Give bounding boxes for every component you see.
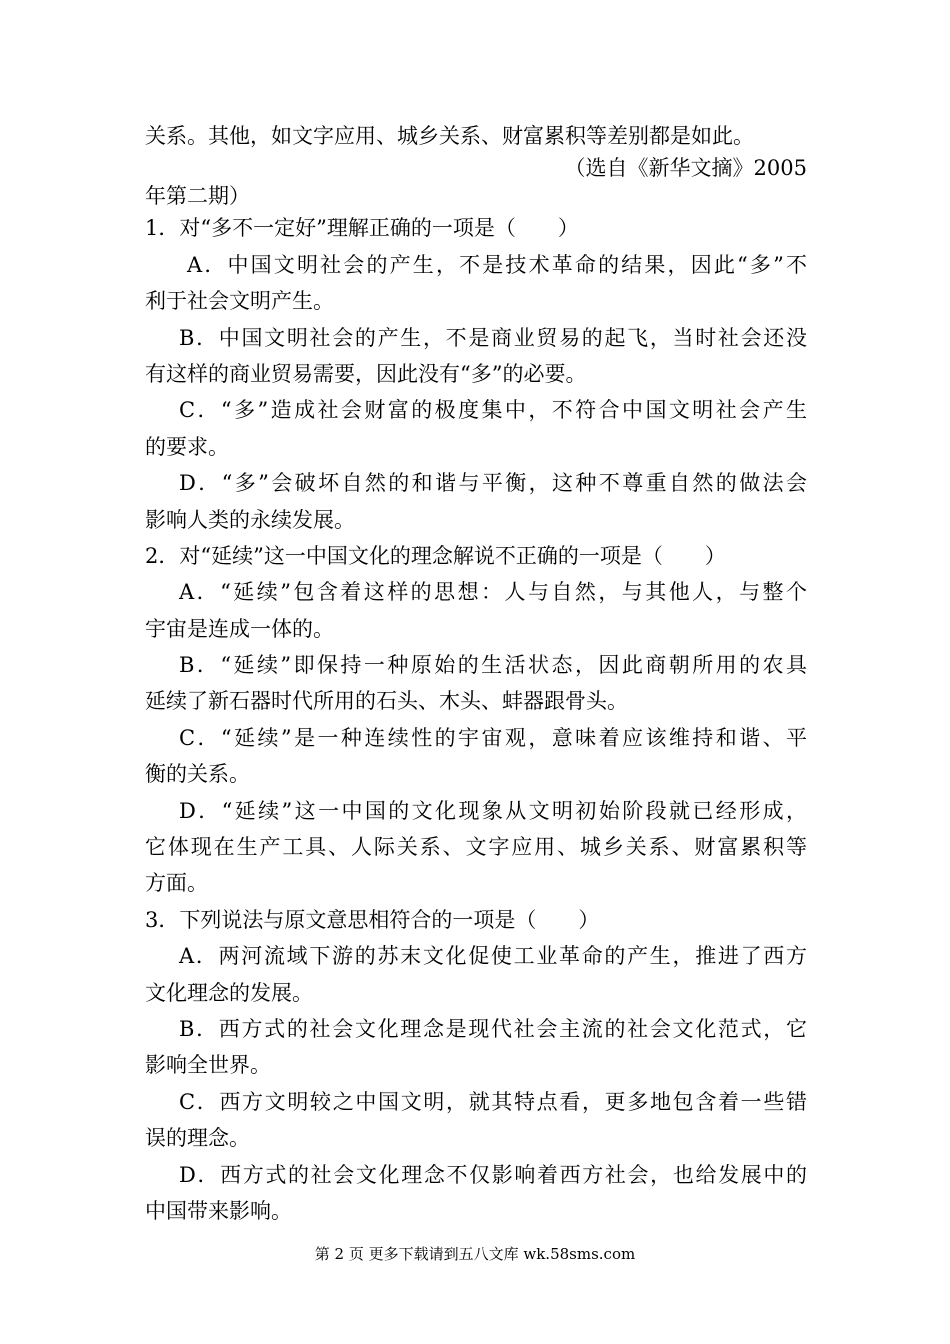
question-1-stem: 1．对“多不一定好”理解正确的一项是（ ）	[145, 216, 579, 241]
q2-option-d-line3: 方面。	[145, 871, 208, 896]
q2-option-c-line2: 衡的关系。	[145, 762, 250, 787]
document-body	[145, 118, 807, 1229]
source-citation-cont: 年第二期）	[145, 184, 250, 209]
source-citation: （选自《新华文摘》2005	[564, 156, 807, 181]
q1-option-d-line1: D．“多”会破坏自然的和谐与平衡，这种不尊重自然的做法会	[179, 471, 807, 496]
intro-line: 关系。其他，如文字应用、城乡关系、财富累积等差别都是如此。	[145, 124, 754, 148]
q2-option-c-line1: C．“延续”是一种连续性的宇宙观，意味着应该维持和谐、平	[179, 725, 807, 750]
q3-option-c-line2: 误的理念。	[145, 1126, 250, 1151]
q2-option-b-line2: 延续了新石器时代所用的石头、木头、蚌器跟骨头。	[145, 689, 628, 714]
q2-option-d-line1: D．“延续”这一中国的文化现象从文明初始阶段就已经形成，	[179, 798, 807, 823]
q2-option-a-line1: A．“延续”包含着这样的思想：人与自然，与其他人，与整个	[179, 580, 807, 605]
q1-option-b-line1: B．中国文明社会的产生，不是商业贸易的起飞，当时社会还没	[179, 325, 807, 350]
question-2-stem: 2．对“延续”这一中国文化的理念解说不正确的一项是（ ）	[145, 543, 726, 568]
q1-option-c-line1: C．“多”造成社会财富的极度集中，不符合中国文明社会产生	[179, 398, 807, 423]
q3-option-a-line1: A．两河流域下游的苏末文化促使工业革命的产生，推进了西方	[179, 944, 807, 969]
q3-option-b-line2: 影响全世界。	[145, 1053, 271, 1078]
q1-option-c-line2: 的要求。	[145, 434, 229, 459]
q3-option-c-line1: C．西方文明较之中国文明，就其特点看，更多地包含着一些错	[179, 1089, 807, 1114]
q2-option-d-line2: 它体现在生产工具、人际关系、文字应用、城乡关系、财富累积等	[145, 835, 807, 860]
q3-option-a-line2: 文化理念的发展。	[145, 980, 313, 1005]
q3-option-d-line2: 中国带来影响。	[145, 1198, 292, 1223]
q1-option-b-line2: 有这样的商业贸易需要，因此没有“多”的必要。	[145, 361, 587, 386]
q1-option-a-line1: A．中国文明社会的产生，不是技术革命的结果，因此“多”不	[187, 252, 807, 277]
q2-option-a-line2: 宇宙是连成一体的。	[145, 616, 334, 641]
q1-option-d-line2: 影响人类的永续发展。	[145, 507, 355, 532]
question-3-stem: 3．下列说法与原文意思相符合的一项是（ ）	[145, 907, 600, 932]
q2-option-b-line1: B．“延续”即保持一种原始的生活状态，因此商朝所用的农具	[179, 653, 807, 678]
page-footer: 第 2 页 更多下载请到五八文库 wk.58sms.com	[314, 1245, 636, 1263]
q3-option-b-line1: B．西方式的社会文化理念是现代社会主流的社会文化范式，它	[179, 1016, 807, 1041]
q3-option-d-line1: D．西方式的社会文化理念不仅影响着西方社会，也给发展中的	[179, 1162, 807, 1187]
q1-option-a-line2: 利于社会文明产生。	[145, 289, 334, 314]
